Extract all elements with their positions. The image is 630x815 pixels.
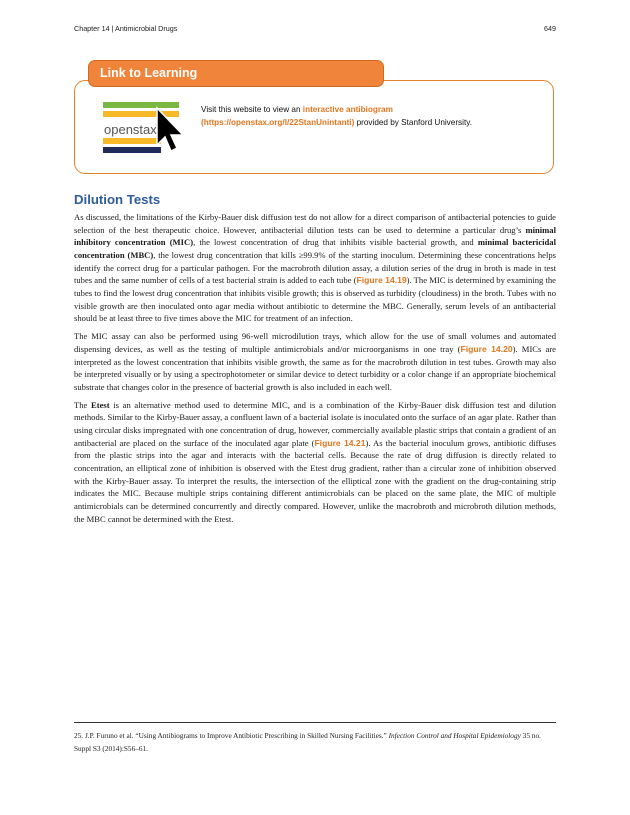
term-mbc: minimal bactericidal concentration (MBC) [74, 237, 556, 260]
antibiogram-link[interactable]: interactive antibiogram (https://openstax.org/l/22StanUnintanti) [201, 105, 393, 127]
link-to-learning-text: Visit this website to view an interactive antibiogram (https://openstax.org/l/22StanUnintanti) provided by Stanford University. [201, 105, 473, 127]
term-mic: minimal inhibitory concentration (MIC) [74, 224, 556, 248]
chapter-title: Chapter 14 | Antimicrobial Drugs [74, 24, 178, 33]
footnote-divider [74, 722, 556, 723]
openstax-logo [101, 97, 195, 159]
figure-link-14-19[interactable]: Figure 14.19 [356, 275, 407, 286]
logo-yellow-bar-lower [103, 138, 161, 144]
paragraph-1: As discussed, the limitations of the Kirby-Bauer disk diffusion test do not allow for a direct comparison of antibacterial potencies to guide selection of the best therapeutic choice. However, antibacterial dilution tests can be used to determine a particular drug’s minimal inhibitory concentration (MIC), the lowest concentration of drug that inhibits visible bacterial growth, and minimal bactericidal concentration (MBC), the lowest drug concentration that kills ≥99.9% of the starting inoculum. Determining these concentrations helps identify the correct drug for a particular pathogen. For the macrobroth dilution assay, a dilution series of the drug in broth is made in test tubes and the same number of cells of a test bacterial strain is added to each tube (Figure 14.19). The MIC is determined by examining the tubes to find the lowest drug concentration that inhibits visible growth; this is observed as turbidity (cloudiness) in the broth. Tubes with no visible growth are then inoculated onto agar media without antibiotic to determine the MBC. Generally, serum levels of an antibacterial should be at least three to five times above the MIC for treatment of an infection. [74, 212, 556, 324]
footnote: 25. J.P. Furuno et al. “Using Antibiograms to Improve Antibiotic Prescribing in Skilled Nursing Facilities.” Infection Control and Hospital Epidemiology 35 no. Suppl S3 (2014):S56–61. [74, 731, 541, 753]
journal-title: Infection Control and Hospital Epidemiology [388, 731, 521, 740]
page-number: 649 [544, 24, 556, 33]
figure-link-14-21[interactable]: Figure 14.21 [314, 437, 366, 448]
figure-link-14-20[interactable]: Figure 14.20 [460, 343, 513, 354]
logo-wordmark: openstax [104, 122, 157, 137]
logo-navy-bar [103, 147, 161, 153]
link-to-learning-title: Link to Learning [88, 60, 384, 87]
logo-yellow-bar [103, 111, 179, 117]
section-body [74, 211, 556, 531]
page-header [74, 24, 556, 36]
logo-green-bar [103, 102, 179, 108]
paragraph-2: The MIC assay can also be performed using 96-well microdilution trays, which allow for the use of small volumes and automated dispensing devices, as well as the testing of multiple antimicrobials and/or microorganisms in one tray (Figure 14.20). MICs are interpreted as the lowest concentration that inhibits visible growth, the same as for the macrobroth dilution in test tubes. Growth may also be interpreted visually or by using a spectrophotometer or similar device to detect turbidity or a color change if an appropriate biochemical substrate that changes color in the presence of bacterial growth is also included in each well. [74, 331, 557, 392]
paragraph-3: The Etest is an alternative method used to determine MIC, and is a combination of the Kirby-Bauer disk diffusion test and dilution methods. Similar to the Kirby-Bauer assay, a confluent lawn of a bacterial isolate is inoculated onto the surface of an agar plate. Rather than using circular disks impregnated with one concentration of drug, however, commercially available plastic strips that contain a gradient of an antibacterial are placed on the surface of the inoculated agar plate (Figure 14.21). As the bacterial inoculum grows, antibiotic diffuses from the plastic strips into the agar and interacts with the bacterial cells. Because the rate of drug diffusion is directly related to concentration, an elliptical zone of inhibition is observed with the Etest drug gradient, rather than a circular zone of inhibition observed with the Kirby-Bauer assay. To interpret the results, the intersection of the elliptical zone with the gradient on the drug-containing strip indicates the MIC. Because multiple strips containing different antimicrobials can be placed on the same plate, the MIC of multiple antimicrobials can be determined concurrently and directly compared. However, unlike the macrobroth and microbroth dilution methods, the MBC cannot be determined with the Etest. [74, 399, 556, 524]
section-title: Dilution Tests [74, 192, 161, 207]
term-etest: Etest [91, 399, 110, 410]
